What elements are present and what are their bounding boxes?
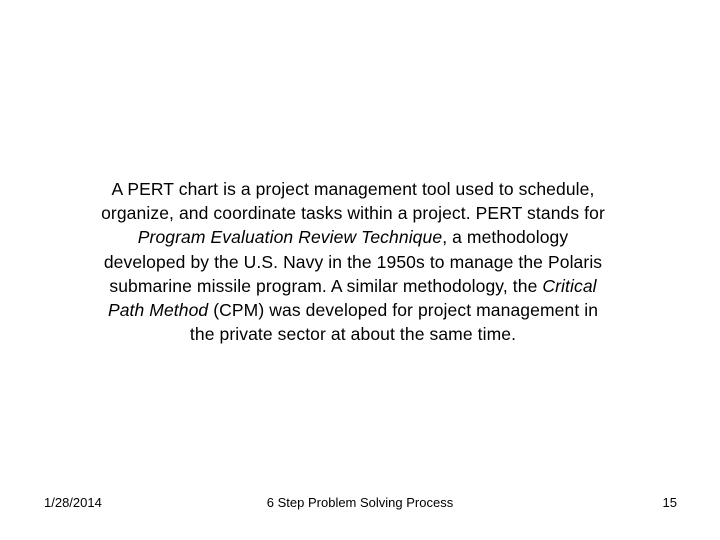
body-text-part-2: , a methodology developed by the U.S. Navy in the 1950s to manage the Polaris submarine missile program. A similar methodology, the bbox=[103, 227, 603, 296]
body-italic-pert-expansion: Program Evaluation Review Technique bbox=[137, 227, 443, 248]
footer-date: 1/28/2014 bbox=[44, 495, 102, 510]
slide-body-text bbox=[100, 177, 606, 346]
footer-title: 6 Step Problem Solving Process bbox=[266, 495, 454, 510]
body-text-part-3: (CPM) was developed for project management in the private sector at about the same time. bbox=[189, 300, 599, 345]
footer-page-number: 15 bbox=[662, 495, 677, 510]
body-text-part-1: A PERT chart is a project management tool used to schedule, organize, and coordinate tasks within a project. PERT stands for bbox=[101, 179, 605, 224]
body-italic-cpm-expansion: Critical Path Method bbox=[107, 275, 597, 321]
